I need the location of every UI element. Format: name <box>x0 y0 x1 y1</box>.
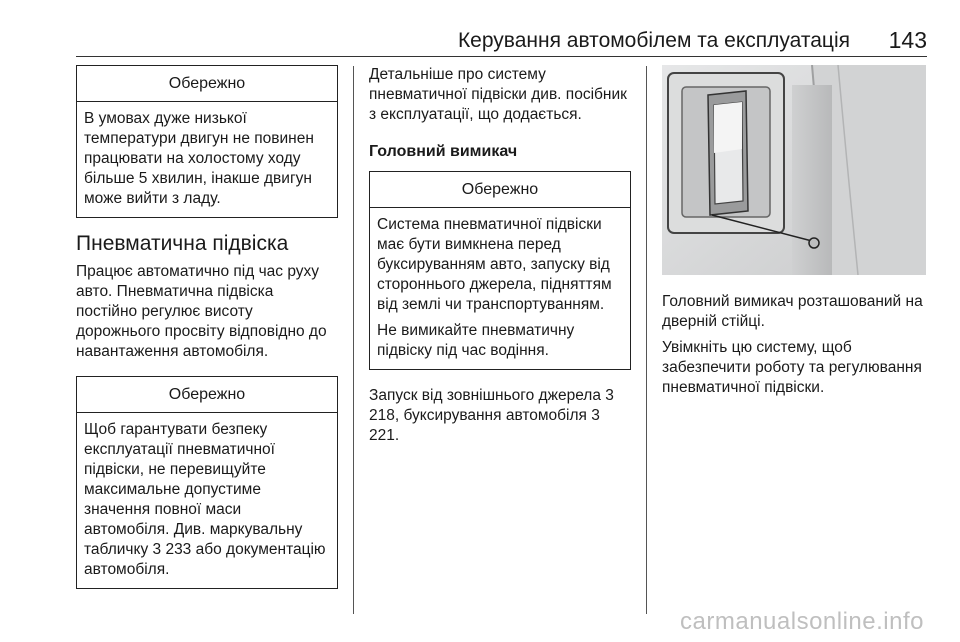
column-divider-right <box>646 66 647 614</box>
column-right <box>662 65 926 398</box>
cross-reference-text: Запуск від зовнішнього джерела 3 218, буксирування автомобіля 3 221. <box>369 387 614 444</box>
door-pillar-switch-icon <box>662 65 926 275</box>
watermark: carmanualsonline.info <box>680 608 924 635</box>
subheading-main-switch: Головний вимикач <box>369 143 518 160</box>
caution-text: Не вимикайте пневматичну підвіску під час водіння. <box>377 322 575 359</box>
caution-heading: Обережно <box>77 66 337 102</box>
caution-box-towing <box>369 171 631 370</box>
page-number: 143 <box>888 27 927 53</box>
header-title: Керування автомобілем та експлуатація <box>457 29 850 52</box>
caution-box-max-weight <box>76 376 338 589</box>
caution-box-idle <box>76 65 338 218</box>
column-left <box>76 65 338 589</box>
instruction-text: Увімкніть цю систему, щоб забезпечити роботу та регулювання пневматичної підвіски. <box>662 339 922 396</box>
column-divider-left <box>353 66 354 614</box>
section-title-air-suspension: Пневматична підвіска <box>76 232 289 255</box>
caution-text: В умовах дуже низької температури двигун не повинен працювати на холостому ходу більше 5 хвилин, інакше двигун може вийти з ладу. <box>84 110 314 207</box>
caution-text: Щоб гарантувати безпеку експлуатації пневматичної підвіски, не перевищуйте максимальне допустиме значення повної маси автомобіля. Див. маркувальну табличку 3 233 або документацію автомобіля. <box>84 421 326 578</box>
intro-text: Детальніше про систему пневматичної підвіски див. посібник з експлуатації, що додається. <box>369 66 627 123</box>
caution-heading: Обережно <box>77 377 337 413</box>
caution-heading: Обережно <box>370 172 630 208</box>
column-middle <box>369 65 631 446</box>
page-header <box>0 0 960 58</box>
header-rule <box>76 56 927 57</box>
figure-caption: Головний вимикач розташований на дверній стійці. <box>662 293 923 330</box>
caution-text: Система пневматичної підвіски має бути вимкнена перед буксируванням авто, запуску від стороннього джерела, підняттям від землі чи транспортуванням. <box>377 216 612 313</box>
section-text: Працює автоматично під час руху авто. Пневматична підвіска постійно регулює висоту дорожнього просвіту відповідно до навантаження автомобіля. <box>76 263 327 360</box>
